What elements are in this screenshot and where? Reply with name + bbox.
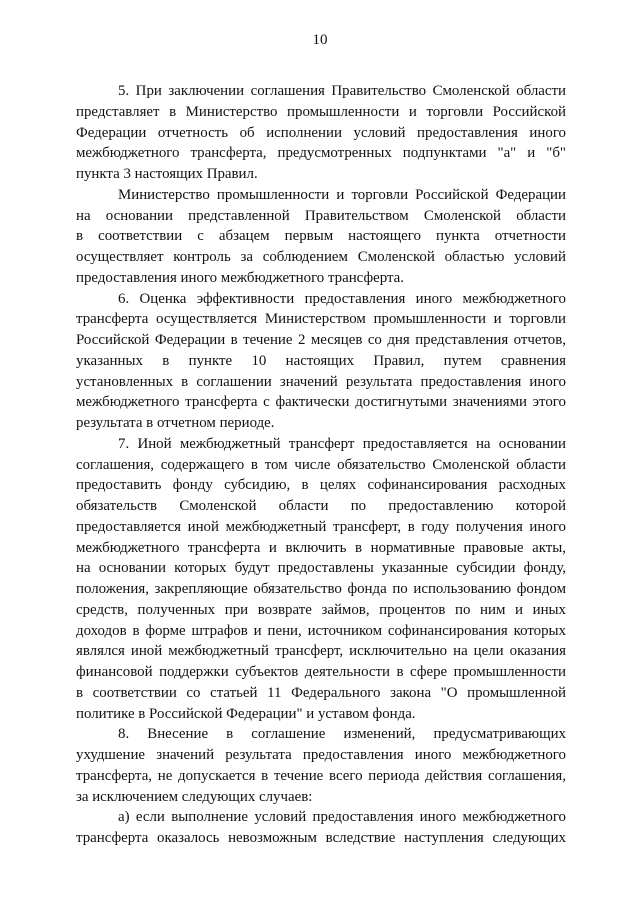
text-line: установленных в соглашении значений результата предоставления иного — [76, 373, 566, 390]
text-line: Министерство промышленности и торговли Российской Федерации — [118, 186, 566, 203]
text-line: на основании которых будут предоставлены указанные субсидии фонду, — [76, 560, 566, 577]
text-line: 5. При заключении соглашения Правительство Смоленской области — [118, 83, 566, 99]
paragraph — [76, 81, 566, 185]
paragraph — [76, 289, 566, 434]
text-line: 6. Оценка эффективности предоставления иного межбюджетного — [118, 290, 566, 307]
text-line: межбюджетного трансферта и включить в нормативные правовые акты, — [76, 539, 566, 556]
text-line: предоставления иного межбюджетного трансферта. — [76, 269, 405, 286]
text-line: предоставить фонду субсидию, в целях софинансирования расходных — [76, 477, 566, 494]
text-line: межбюджетного трансферта с фактически достигнутыми значениями этого — [76, 394, 566, 411]
page-number: 10 — [312, 32, 328, 48]
text-line: 7. Иной межбюджетный трансферт предоставляется на основании — [118, 435, 566, 452]
paragraph — [76, 807, 566, 849]
text-line: трансферта оказалось невозможным вследствие наступления следующих — [76, 830, 566, 846]
text-line: на основании представленной Правительством Смоленской области — [76, 207, 566, 224]
paragraph — [76, 434, 566, 725]
text-line: в соответствии с абзацем первым настоящего пункта отчетности — [76, 228, 566, 245]
text-line: ухудшение значений результата предоставления иного межбюджетного — [76, 747, 566, 763]
text-line: средств, полученных при возврате займов, процентов по ним и иных — [76, 601, 566, 618]
paragraph — [76, 185, 566, 289]
text-line: межбюджетного трансферта, предусмотренных подпунктами "а" и "б" — [76, 145, 566, 162]
text-line: за исключением следующих случаев: — [76, 788, 313, 805]
text-line: положения, закрепляющие обязательство фонда по использованию фондом — [76, 581, 566, 597]
text-line: представляет в Министерство промышленности и торговли Российской — [76, 103, 566, 120]
text-line: 8. Внесение в соглашение изменений, предусматривающих — [118, 726, 566, 743]
text-line: соглашения, содержащего в том числе обязательство Смоленской области — [76, 456, 566, 473]
text-line: трансферта осуществляется Министерством промышленности и торговли — [76, 311, 566, 328]
text-line: указанных в пункте 10 настоящих Правил, путем сравнения — [76, 352, 566, 369]
text-line: доходов в форме штрафов и пени, источником софинансирования которых — [76, 622, 566, 639]
text-line: обязательств Смоленской области по предоставлению которой — [76, 498, 566, 514]
text-line: результата в отчетном периоде. — [76, 415, 275, 431]
text-line: предоставляется иной межбюджетный трансферт, в году получения иного — [76, 518, 566, 535]
text-line: а) если выполнение условий предоставления иного межбюджетного — [118, 809, 566, 826]
text-line: являлся иной межбюджетный трансферт, исключительно на цели оказания — [76, 643, 566, 660]
text-line: финансовой поддержки субъектов деятельности в сфере промышленности — [76, 664, 566, 680]
text-line: Российской Федерации в течение 2 месяцев со дня представления отчетов, — [76, 332, 566, 348]
text-line: в соответствии со статьей 11 Федерального закона "О промышленной — [76, 684, 566, 701]
text-line: пункта 3 настоящих Правил. — [76, 166, 258, 182]
text-line: осуществляет контроль за соблюдением Смоленской областью условий — [76, 249, 566, 265]
text-line: политике в Российской Федерации" и уставом фонда. — [76, 705, 416, 722]
text-line: трансферта, не допускается в течение всего периода действия соглашения, — [76, 767, 566, 784]
paragraph — [76, 724, 566, 807]
text-line: Федерации отчетность об исполнении условий предоставления иного — [76, 124, 566, 141]
document-body — [76, 81, 566, 849]
